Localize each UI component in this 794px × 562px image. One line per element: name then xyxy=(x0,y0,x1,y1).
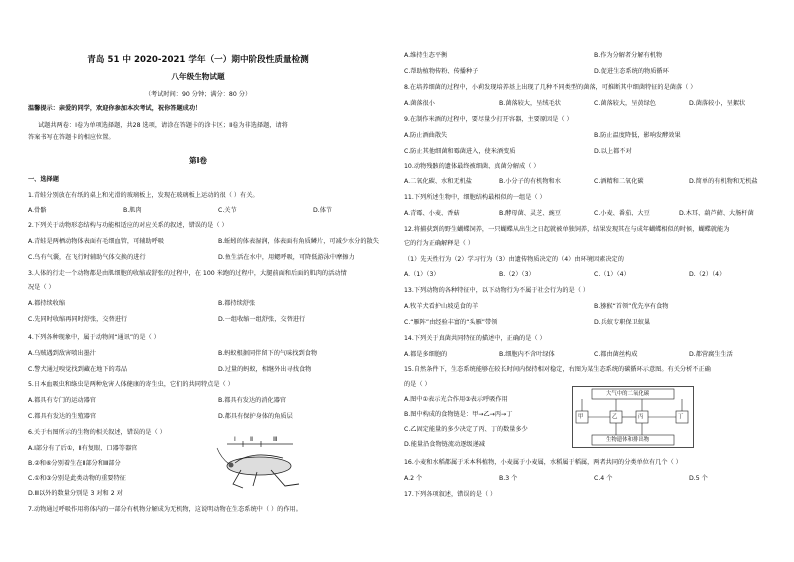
q14-option-a: A.都是多细胞的 xyxy=(404,351,448,358)
q8-option-a: A.菌落很小 xyxy=(404,100,435,107)
q15-option-c: C.乙固定能量的多少决定了丙、丁的数量多少 xyxy=(404,426,528,433)
q1-option-c: C.关节 xyxy=(218,207,237,214)
q3-option-c: C.先同时收缩再同时舒张，交替进行 xyxy=(28,316,128,323)
q15-option-d: D.能量沿食物链流动逐级递减 xyxy=(404,441,485,448)
q14-option-d: D.都营腐生生活 xyxy=(689,351,733,358)
question-6: 6.关于右图所示的生物的相关叙述，错误的是（ ） xyxy=(28,429,166,436)
q3-option-a: A.都持续收缩 xyxy=(28,300,66,307)
exam-tip: 温馨提示：亲爱的同学，欢迎你参加本次考试，祝你答题成功！ xyxy=(28,105,202,112)
q10-option-d: D.简单的有机物和无机盐 xyxy=(689,178,758,185)
question-11: 11.下列所述生物中，细胞结构最相似的一组是（ ） xyxy=(404,194,546,201)
q12-option-d: D.（2）（4） xyxy=(689,271,726,278)
figure-label-3: Ⅲ xyxy=(273,436,278,443)
q15-option-b: B.图中构成的食物链是：甲→乙→丙→丁 xyxy=(404,411,513,418)
q6-option-c: C.①和③分别是此类动物的重要特征 xyxy=(28,475,126,482)
q5-option-a: A.都具有专门的运动器官 xyxy=(28,397,96,404)
carbon-cycle-diagram xyxy=(572,386,694,448)
question-10: 10.动物残骸的遗体最终被细菌、真菌分解成（ ） xyxy=(404,163,540,170)
q13-option-b: B.猕猴“首领”优先享有食物 xyxy=(594,303,669,310)
q15-option-a: A.图中①表示光合作用③表示呼吸作用 xyxy=(404,396,508,403)
q6-option-d: D.Ⅲ以外的数量分别是 3 对和 2 对 xyxy=(28,490,123,497)
q9-option-b: B.防止温度降低，影响发酵效果 xyxy=(594,132,681,139)
q1-option-b: B.肌肉 xyxy=(123,207,142,214)
q7-option-c: C.帮助植物传粉、传播种子 xyxy=(404,68,479,75)
q3-option-d: D.一组收缩一组舒张，交替进行 xyxy=(218,316,306,323)
question-7: 7.动物通过呼吸作用将体内的一部分有机物分解成为无机物，这说明动物在生态系统中（ ）的作用。 xyxy=(28,506,302,513)
q7-option-a: A.维持生态平衡 xyxy=(404,52,448,59)
part-heading: 第Ⅰ卷 xyxy=(188,156,207,165)
exam-info: （考试时间：90 分钟；满分：80 分） xyxy=(144,91,252,98)
q8-option-d: D.菌落较小，呈絮状 xyxy=(689,100,746,107)
question-3-cont: 况是（ ） xyxy=(28,284,55,291)
diagram-remains-label: 生物遗体和排出物 xyxy=(606,437,650,443)
q11-option-a: A.青霉、小麦、香菇 xyxy=(404,210,460,217)
grasshopper-figure xyxy=(213,436,308,494)
q8-option-c: C.菌落较大，呈黄绿色 xyxy=(594,100,656,107)
question-17: 17.下列各项叙述，错误的是（ ） xyxy=(404,491,497,498)
q2-option-d: D.鱼生活在水中，用鳃呼吸，可降低游泳中摩擦力 xyxy=(218,254,355,261)
q4-option-a: A.乌贼遇到敌害喷出墨汁 xyxy=(28,350,96,357)
q7-option-d: D.促进生态系统的物质循环 xyxy=(594,68,669,75)
question-4: 4.下列各种现象中，属于动物间“通讯”的是（ ） xyxy=(28,334,160,341)
exam-subtitle: 八年级生物试题 xyxy=(171,72,225,81)
question-14: 14.下列关于真菌共同特征的描述中，正确的是（ ） xyxy=(404,335,546,342)
question-12: 12.将捕获到的野生蝴蝶饲养，一只蝴蝶从出生之日起就被单独饲养，结果发现其在与成年蝴蝶相似的时候，蝴蝶就能为 xyxy=(404,226,730,233)
q11-option-c: C.小麦、番茄、大豆 xyxy=(594,210,650,217)
q10-option-b: B.小分子的有机物和水 xyxy=(499,178,561,185)
q16-option-d: D.5 个 xyxy=(689,475,708,482)
q16-option-b: B.3 个 xyxy=(499,475,518,482)
q12-option-c: C.（1）（4） xyxy=(594,271,630,278)
q11-option-b: B.酵母菌、灵芝、豌豆 xyxy=(499,210,561,217)
q4-option-b: B.蚂蚁根据同伴留下的气味找到食物 xyxy=(218,350,318,357)
diagram-node-ding: 丁 xyxy=(678,414,684,420)
exam-title: 青岛 51 中 2020-2021 学年（一）期中阶段性质量检测 xyxy=(87,55,309,65)
question-3: 3.人体的行走一个动物都是由肌细胞的收缩或舒张的过程中，在 100 米跑的过程中，大腿前面和后面的肌肉的活动情 xyxy=(28,270,347,277)
question-5: 5.日本血吸虫和绦虫是两种危害人体健康的寄生虫，它们的共同特点是（ ） xyxy=(28,381,234,388)
figure-label-1: Ⅰ xyxy=(234,436,236,443)
diagram-node-yi: 乙 xyxy=(612,414,618,420)
grasshopper-icon xyxy=(213,436,308,494)
q13-option-c: C.“雁阵”由经验丰富的“头雁”带领 xyxy=(404,319,498,326)
q13-option-a: A.牧羊犬看护山坡觅食的羊 xyxy=(404,303,479,310)
q2-option-c: C.鸟有气囊，在飞行时辅助气体交换的进行 xyxy=(28,254,146,261)
q12-option-a: A.（1）（3） xyxy=(404,271,440,278)
q5-option-b: B.都具有发达的消化器官 xyxy=(218,397,287,404)
question-15-cont: 的是（ ） xyxy=(404,381,431,388)
q4-option-d: D.过量的蚂蚁，相继外出寻找食物 xyxy=(218,366,312,373)
q13-option-d: D.兵蚁专职保卫蚁巢 xyxy=(594,319,651,326)
q10-option-c: C.酒精和二氧化碳 xyxy=(594,178,644,185)
q8-option-b: B.菌落较大，呈绒毛状 xyxy=(499,100,561,107)
q12-option-b: B.（2）（3） xyxy=(499,271,535,278)
q14-option-c: C.都由菌丝构成 xyxy=(594,351,638,358)
question-8: 8.在培养细菌的过程中，小莉发现培养基上出现了几种不同类型的菌落，可推断其中细菌特征的是菌落（ ） xyxy=(404,84,697,91)
q6-option-a: A.Ⅰ部分有了后①，Ⅱ有复眼、口器等器官 xyxy=(28,445,138,452)
q6-option-b: B.②和⑥分别着生在Ⅱ部分和Ⅲ部分 xyxy=(28,460,121,467)
q16-option-a: A.2 个 xyxy=(404,475,423,482)
question-15: 15.自然条件下，生态系统能够在较长时间内保持相对稳定，右图为某生态系统的碳循环示意图。有关分析不正确 xyxy=(404,366,711,373)
section-heading: 一、选择题 xyxy=(28,176,59,183)
question-2: 2.下列关于动物形态结构与功能相适应的对应关系的叙述，错误的是（ ） xyxy=(28,222,228,229)
q10-option-a: A.二氧化碳、水和无机盐 xyxy=(404,178,472,185)
q9-option-d: D.以上都不对 xyxy=(594,148,632,155)
diagram-node-bing: 丙 xyxy=(638,414,644,420)
q5-option-d: D.都具有保护身体的角质层 xyxy=(218,413,293,420)
q4-option-c: C.警犬通过嗅觉找到藏在地下的毒品 xyxy=(28,366,128,373)
q1-option-a: A.骨骼 xyxy=(28,207,47,214)
q1-option-d: D.体节 xyxy=(313,207,333,214)
q16-option-c: C.4 个 xyxy=(594,475,613,482)
question-12-statements: （1）先天性行为（2）学习行为（3）由遗传物质决定的（4）由环境因素决定的 xyxy=(404,256,624,263)
figure-label-2: Ⅱ xyxy=(250,436,254,443)
instruction-line-1: 试题共两卷：Ⅰ卷为单项选择题，共28 选项，请涂在答题卡的涂卡区；Ⅱ卷为非选择题，请将 xyxy=(38,122,288,129)
question-1: 1.青蛙分别放在有纸的桌上和光滑的玻璃板上，发现在玻璃板上运动的很（ ）有关。 xyxy=(28,192,259,199)
q7-option-b: B.作为分解者分解有机物 xyxy=(594,52,663,59)
q5-option-c: C.都具有发达的生殖器官 xyxy=(28,413,97,420)
q14-option-b: B.细胞内不含叶绿体 xyxy=(499,351,555,358)
q9-option-a: A.防止酒曲散失 xyxy=(404,132,448,139)
q2-option-a: A.青蛙是两栖动物体表面有毛细血管，可辅助呼吸 xyxy=(28,238,165,245)
question-9: 9.在制作米酒的过程中，要尽量少打开容器，主要原因是（ ） xyxy=(404,116,573,123)
q9-option-c: C.防止其他细菌和霉菌进入，使米酒变质 xyxy=(404,148,516,155)
diagram-atmosphere-label: 大气中的二氧化碳 xyxy=(606,391,650,397)
question-12-cont: 它的行为正确解释是（ ） xyxy=(404,240,475,247)
q2-option-b: B.蚯蚓的体表湿润，体表面有角质鳞片，可减少水分的散失 xyxy=(218,238,379,245)
q11-option-d: D.木耳、葫芦藓、大肠杆菌 xyxy=(679,210,754,217)
q3-option-b: B.都持续舒张 xyxy=(218,300,256,307)
question-13: 13.下列动物的各种特征中，以下动物行为不属于社会行为的是（ ） xyxy=(404,287,590,294)
diagram-node-jia: 甲 xyxy=(578,414,584,420)
instruction-line-2: 答案书写在答题卡的相应位置。 xyxy=(28,134,115,141)
question-16: 16.小麦和水稻都属于禾本科植物，小麦属于小麦属，水稻属于稻属，两者共同的分类单位有几个（ ） xyxy=(404,459,682,466)
